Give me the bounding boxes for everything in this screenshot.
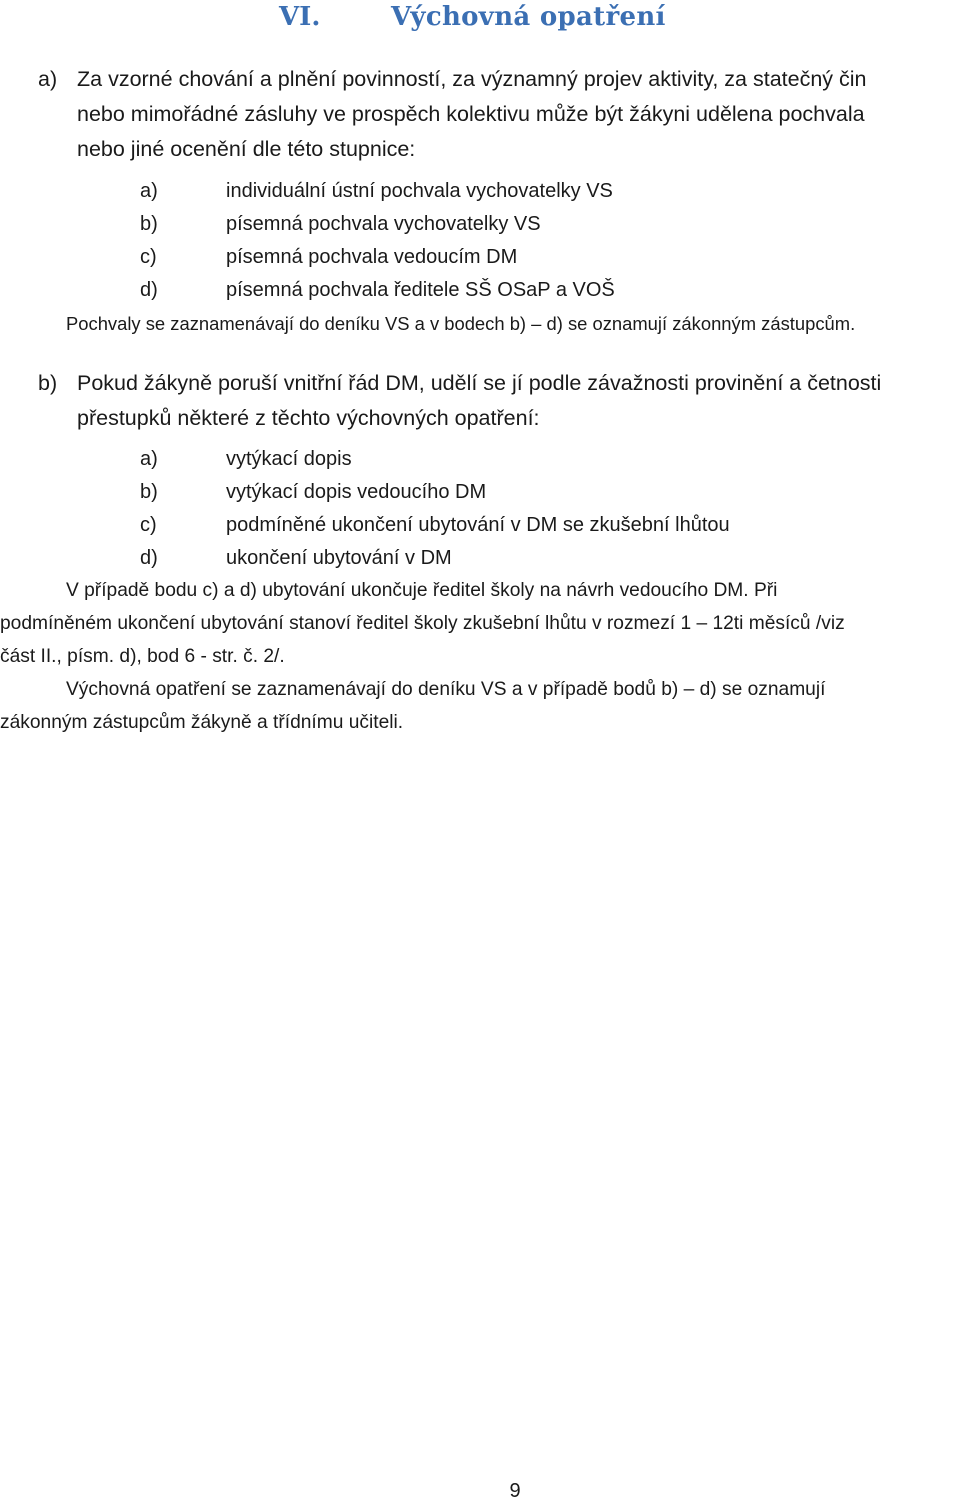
paragraph-line: podmíněném ukončení ubytování stanoví ředitel školy zkušební lhůtu v rozmezí 1 – 12ti měsíců /viz — [0, 613, 845, 634]
list-item-label: d) — [140, 547, 158, 569]
paragraph-line: Výchovná opatření se zaznamenávají do deníku VS a v případě bodů b) – d) se oznamují — [66, 679, 826, 700]
list-item-label: d) — [140, 279, 158, 301]
paragraph-line: část II., písm. d), bod 6 - str. č. 2/. — [0, 646, 285, 667]
list-item-label: a) — [140, 448, 158, 470]
list-item-text: ukončení ubytování v DM — [226, 547, 452, 569]
section-number: VI. — [279, 2, 321, 32]
list-item-text: podmíněné ukončení ubytování v DM se zkušební lhůtou — [226, 514, 730, 536]
section-a-marker: a) — [38, 67, 58, 91]
section-a-intro-line: nebo jiné ocenění dle této stupnice: — [77, 137, 416, 161]
section-a-intro-line: nebo mimořádné zásluhy ve prospěch kolektivu může být žákyni udělena pochvala — [77, 102, 865, 126]
paragraph-line: zákonným zástupcům žákyně a třídnímu učiteli. — [0, 712, 404, 733]
section-a-intro-line: Za vzorné chování a plnění povinností, za významný projev aktivity, za statečný čin — [77, 67, 867, 91]
page-number: 9 — [509, 1480, 521, 1502]
list-item-label: b) — [140, 213, 158, 235]
list-item-label: c) — [140, 514, 157, 536]
list-item-text: individuální ústní pochvala vychovatelky VS — [226, 180, 613, 202]
section-b-intro-line: přestupků některé z těchto výchovných opatření: — [77, 406, 540, 430]
section-b-intro-line: Pokud žákyně poruší vnitřní řád DM, udělí se jí podle závažnosti provinění a četnosti — [77, 371, 882, 395]
list-item-text: vytýkací dopis vedoucího DM — [226, 481, 487, 503]
section-b-marker: b) — [38, 371, 58, 395]
list-item-label: b) — [140, 481, 158, 503]
section-title: Výchovná opatření — [391, 2, 666, 32]
list-item-label: a) — [140, 180, 158, 202]
section-heading — [0, 0, 960, 36]
list-item-text: vytýkací dopis — [226, 448, 352, 470]
list-item-text: písemná pochvala vedoucím DM — [226, 246, 518, 268]
list-item-text: písemná pochvala ředitele SŠ OSaP a VOŠ — [226, 279, 615, 301]
paragraph-line: V případě bodu c) a d) ubytování ukončuje ředitel školy na návrh vedoucího DM. Při — [66, 580, 778, 601]
list-item-text: písemná pochvala vychovatelky VS — [226, 213, 541, 235]
list-item-label: c) — [140, 246, 157, 268]
praise-note: Pochvaly se zaznamenávají do deníku VS a v bodech b) – d) se oznamují zákonným zástupcům. — [66, 313, 856, 334]
